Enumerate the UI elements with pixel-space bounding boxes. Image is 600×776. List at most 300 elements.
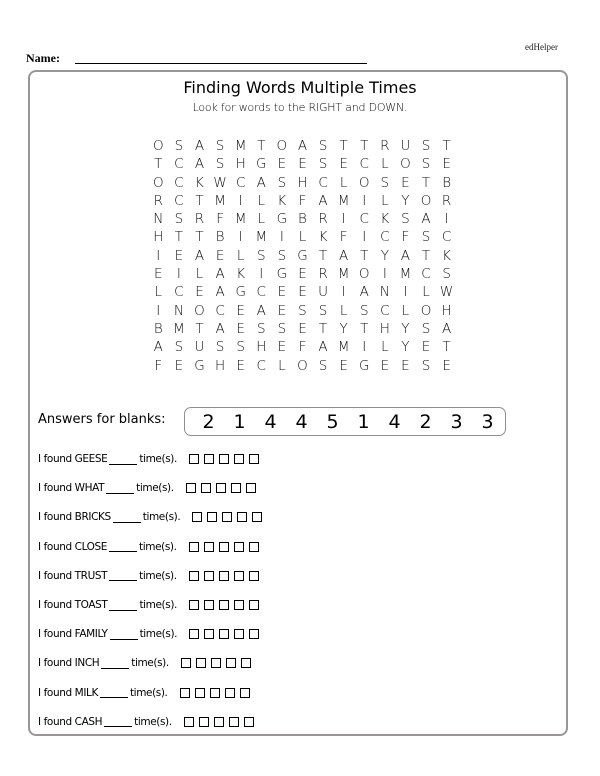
tally-checkbox[interactable] — [219, 629, 229, 639]
grid-letter[interactable]: C — [235, 174, 246, 191]
grid-letter[interactable]: E — [174, 357, 184, 374]
grid-letter[interactable]: T — [360, 247, 369, 264]
grid-letter[interactable]: O — [152, 174, 164, 191]
grid-letter[interactable]: A — [215, 266, 225, 283]
grid-letter[interactable]: H — [215, 357, 226, 374]
grid-letter[interactable]: E — [277, 339, 287, 356]
grid-letter[interactable]: C — [256, 284, 266, 301]
tally-checkbox[interactable] — [199, 717, 209, 727]
grid-letter[interactable]: L — [195, 266, 204, 283]
question-row — [38, 654, 251, 672]
question-prefix: I found WHAT — [38, 482, 105, 495]
grid-letter[interactable]: G — [194, 357, 205, 374]
grid-letter[interactable]: A — [441, 320, 452, 337]
grid-letter[interactable]: S — [442, 266, 451, 283]
question-prefix: I found CASH — [38, 715, 103, 728]
grid-letter[interactable]: C — [380, 302, 390, 319]
grid-letter[interactable]: G — [297, 247, 308, 264]
grid-letter[interactable]: G — [256, 156, 267, 173]
tally-checkbox[interactable] — [192, 512, 202, 522]
tally-checkbox[interactable] — [249, 542, 259, 552]
tally-checkbox[interactable] — [210, 688, 220, 698]
grid-letter[interactable]: H — [441, 302, 452, 319]
grid-letter[interactable]: S — [359, 302, 369, 319]
brand-label: edHelper — [525, 42, 558, 52]
tally-checkbox[interactable] — [234, 629, 244, 639]
grid-letter[interactable]: O — [420, 302, 432, 319]
grid-letter[interactable]: M — [337, 266, 350, 283]
grid-letter[interactable]: R — [441, 192, 452, 209]
grid-letter[interactable]: I — [341, 211, 346, 228]
tally-checkbox[interactable] — [246, 483, 256, 493]
tally-checkbox[interactable] — [180, 688, 190, 698]
grid-letter[interactable]: U — [400, 138, 411, 154]
grid-letter[interactable]: C — [359, 156, 369, 173]
tally-checkbox[interactable] — [234, 600, 244, 610]
grid-letter[interactable]: S — [215, 156, 225, 173]
tally-checkbox[interactable] — [181, 658, 191, 668]
tally-checkboxes — [181, 658, 251, 668]
grid-letter[interactable]: W — [213, 174, 227, 191]
name-label: Name: — [26, 51, 60, 65]
tally-checkbox[interactable] — [241, 658, 251, 668]
grid-letter[interactable]: E — [339, 357, 348, 374]
grid-letter[interactable]: G — [276, 266, 288, 283]
tally-checkbox[interactable] — [234, 542, 244, 552]
grid-letter[interactable]: S — [380, 174, 390, 191]
tally-checkbox[interactable] — [219, 571, 229, 581]
tally-checkbox[interactable] — [252, 512, 262, 522]
grid-letter[interactable]: S — [421, 229, 431, 246]
question-suffix: time(s). — [129, 686, 168, 699]
grid-letter[interactable]: K — [380, 211, 390, 228]
grid-letter[interactable]: L — [401, 302, 410, 319]
grid-letter[interactable]: T — [174, 229, 184, 246]
question-row — [38, 713, 254, 731]
question-row — [38, 684, 250, 702]
grid-letter[interactable]: N — [173, 302, 184, 319]
grid-letter[interactable]: T — [442, 339, 451, 356]
grid-letter[interactable]: T — [257, 138, 266, 154]
grid-letter[interactable]: U — [194, 339, 205, 356]
grid-letter[interactable]: M — [399, 266, 412, 283]
grid-letter[interactable]: S — [298, 302, 307, 319]
grid-letter[interactable]: H — [297, 174, 308, 191]
grid-letter[interactable]: T — [360, 320, 369, 337]
answer-digit: 3 — [481, 410, 494, 433]
tally-checkbox[interactable] — [186, 483, 196, 493]
grid-letter[interactable]: S — [401, 211, 410, 228]
grid-letter[interactable]: S — [421, 156, 431, 173]
grid-letter[interactable]: H — [379, 320, 390, 337]
tally-checkbox[interactable] — [219, 542, 229, 552]
grid-letter[interactable]: T — [195, 320, 204, 337]
grid-letter[interactable]: E — [421, 339, 431, 356]
tally-checkbox[interactable] — [249, 600, 259, 610]
grid-letter[interactable]: E — [298, 284, 307, 301]
grid-letter[interactable]: S — [421, 320, 431, 337]
grid-letter[interactable]: I — [238, 192, 243, 209]
grid-letter[interactable]: H — [235, 156, 246, 173]
grid-letter[interactable]: Y — [401, 320, 410, 337]
grid-letter[interactable]: E — [236, 357, 245, 374]
grid-letter[interactable]: R — [153, 192, 163, 209]
grid-letter[interactable]: C — [174, 156, 184, 173]
grid-letter[interactable]: L — [381, 192, 389, 209]
grid-letter[interactable]: E — [442, 357, 451, 374]
name-input-line[interactable] — [75, 63, 367, 64]
question-suffix: time(s). — [139, 599, 177, 611]
grid-letter[interactable]: E — [236, 320, 245, 337]
grid-letter[interactable]: B — [153, 320, 163, 337]
grid-row — [148, 210, 457, 228]
grid-letter[interactable]: Y — [339, 320, 348, 337]
grid-letter[interactable]: S — [421, 138, 431, 154]
grid-row — [148, 228, 457, 246]
tally-checkbox[interactable] — [249, 454, 259, 464]
grid-letter[interactable]: G — [359, 357, 370, 374]
grid-letter[interactable]: Y — [401, 339, 410, 356]
question-prefix: I found CLOSE — [38, 540, 108, 553]
tally-checkboxes — [186, 483, 256, 493]
grid-letter[interactable]: I — [362, 192, 367, 209]
grid-letter[interactable]: E — [277, 156, 287, 173]
tally-checkboxes — [189, 571, 259, 581]
grid-letter[interactable]: C — [174, 192, 184, 209]
grid-letter[interactable]: S — [277, 174, 287, 191]
grid-letter[interactable]: M — [255, 229, 268, 246]
tally-checkbox[interactable] — [211, 658, 221, 668]
grid-letter[interactable]: A — [215, 284, 225, 301]
grid-letter[interactable]: L — [236, 247, 245, 264]
tally-checkboxes — [180, 688, 250, 698]
grid-letter[interactable]: S — [277, 320, 287, 337]
grid-letter[interactable]: I — [176, 266, 181, 283]
grid-letter[interactable]: A — [194, 247, 205, 264]
grid-letter[interactable]: E — [174, 247, 184, 264]
grid-letter[interactable]: T — [195, 229, 204, 246]
grid-letter[interactable]: S — [236, 339, 245, 356]
grid-letter[interactable]: L — [339, 302, 348, 319]
grid-letter[interactable]: T — [195, 192, 204, 209]
grid-letter[interactable]: I — [238, 229, 243, 246]
grid-letter[interactable]: E — [154, 266, 163, 283]
tally-checkboxes — [192, 512, 262, 522]
answer-digit: 4 — [388, 410, 401, 433]
grid-letter[interactable]: L — [339, 174, 348, 191]
grid-letter[interactable]: B — [442, 174, 452, 191]
grid-letter[interactable]: F — [154, 357, 163, 374]
grid-letter[interactable]: S — [215, 138, 225, 154]
answer-blank[interactable] — [113, 512, 141, 523]
grid-letter[interactable]: C — [318, 174, 328, 191]
grid-letter[interactable]: R — [380, 138, 390, 154]
answer-blank[interactable] — [100, 687, 128, 698]
grid-letter[interactable]: L — [298, 229, 307, 246]
answer-blank[interactable] — [101, 658, 129, 669]
tally-checkbox[interactable] — [214, 717, 224, 727]
tally-checkbox[interactable] — [219, 454, 229, 464]
grid-letter[interactable]: B — [215, 229, 225, 246]
tally-checkbox[interactable] — [204, 542, 214, 552]
question-prefix: I found FAMILY — [38, 628, 108, 641]
grid-letter[interactable]: Y — [401, 192, 410, 209]
grid-row — [148, 338, 457, 356]
tally-checkbox[interactable] — [222, 512, 232, 522]
answer-digit: 3 — [450, 410, 463, 433]
grid-letter[interactable]: S — [318, 138, 328, 154]
grid-letter[interactable]: L — [381, 156, 389, 173]
grid-letter[interactable]: E — [215, 247, 225, 264]
question-row — [38, 538, 259, 556]
grid-letter[interactable]: G — [235, 284, 246, 301]
answers-label: Answers for blanks: — [38, 412, 166, 427]
grid-letter[interactable]: R — [318, 266, 328, 283]
grid-letter[interactable]: T — [318, 247, 328, 264]
tally-checkbox[interactable] — [240, 688, 250, 698]
grid-letter[interactable]: E — [195, 284, 204, 301]
tally-checkbox[interactable] — [204, 454, 214, 464]
grid-letter[interactable]: I — [259, 266, 264, 283]
grid-row — [148, 265, 457, 283]
answer-blank[interactable] — [109, 541, 137, 552]
tally-checkbox[interactable] — [249, 629, 259, 639]
grid-letter[interactable]: S — [318, 302, 328, 319]
grid-letter[interactable]: S — [318, 156, 328, 173]
grid-letter[interactable]: H — [153, 229, 164, 246]
grid-letter[interactable]: L — [154, 284, 163, 301]
grid-letter[interactable]: I — [362, 229, 367, 246]
grid-letter[interactable]: Y — [380, 247, 389, 264]
grid-letter[interactable]: E — [277, 284, 287, 301]
answer-digit: 1 — [357, 410, 370, 433]
grid-letter[interactable]: M — [337, 192, 350, 209]
grid-letter[interactable]: O — [297, 357, 308, 374]
answer-blank[interactable] — [109, 600, 137, 611]
tally-checkbox[interactable] — [204, 571, 214, 581]
grid-letter[interactable]: M — [234, 211, 247, 228]
answer-blank[interactable] — [109, 454, 137, 465]
answer-blank[interactable] — [110, 629, 138, 640]
grid-letter[interactable]: C — [174, 174, 184, 191]
answer-blank[interactable] — [109, 570, 137, 581]
grid-letter[interactable]: L — [381, 339, 389, 356]
grid-letter[interactable]: A — [256, 302, 266, 319]
grid-letter[interactable]: M — [214, 192, 226, 209]
tally-checkbox[interactable] — [189, 542, 199, 552]
grid-letter[interactable]: L — [257, 192, 266, 209]
grid-letter[interactable]: F — [339, 229, 348, 246]
grid-letter[interactable]: C — [380, 229, 390, 246]
tally-checkbox[interactable] — [244, 717, 254, 727]
tally-checkbox[interactable] — [216, 483, 226, 493]
grid-letter[interactable]: T — [421, 174, 431, 191]
grid-letter[interactable]: A — [194, 156, 205, 173]
tally-checkbox[interactable] — [189, 629, 199, 639]
grid-letter[interactable]: T — [421, 247, 431, 264]
grid-letter[interactable]: I — [444, 211, 449, 228]
grid-letter[interactable]: F — [298, 192, 307, 209]
grid-letter[interactable]: M — [234, 138, 247, 154]
tally-checkboxes — [184, 717, 254, 727]
grid-letter[interactable]: K — [318, 229, 328, 246]
grid-letter[interactable]: A — [297, 138, 308, 154]
grid-letter[interactable]: E — [277, 302, 287, 319]
grid-letter[interactable]: A — [421, 211, 431, 228]
grid-letter[interactable]: C — [359, 211, 369, 228]
grid-letter[interactable]: I — [156, 247, 161, 264]
tally-checkbox[interactable] — [237, 512, 247, 522]
answers-box — [184, 407, 506, 436]
grid-letter[interactable]: A — [339, 247, 349, 264]
grid-letter[interactable]: O — [420, 192, 432, 209]
grid-letter[interactable]: W — [439, 284, 454, 301]
grid-letter[interactable]: K — [195, 174, 204, 191]
grid-letter[interactable]: S — [421, 357, 431, 374]
tally-checkbox[interactable] — [226, 658, 236, 668]
grid-letter[interactable]: O — [358, 174, 370, 191]
answer-blank[interactable] — [104, 716, 132, 727]
grid-letter[interactable]: A — [215, 320, 225, 337]
grid-letter[interactable]: A — [318, 192, 328, 209]
grid-letter[interactable]: K — [236, 266, 246, 283]
grid-letter[interactable]: A — [400, 247, 411, 264]
grid-letter[interactable]: F — [216, 211, 224, 228]
grid-letter[interactable]: T — [442, 138, 451, 154]
grid-letter[interactable]: K — [277, 192, 287, 209]
question-prefix: I found BRICKS — [38, 511, 111, 524]
tally-checkbox[interactable] — [189, 600, 199, 610]
tally-checkbox[interactable] — [189, 454, 199, 464]
grid-letter[interactable]: O — [276, 138, 288, 154]
grid-letter[interactable]: R — [194, 211, 205, 228]
grid-letter[interactable]: O — [400, 156, 411, 173]
grid-row — [148, 174, 457, 192]
grid-letter[interactable]: R — [318, 211, 328, 228]
tally-checkbox[interactable] — [207, 512, 217, 522]
tally-checkbox[interactable] — [234, 571, 244, 581]
grid-letter[interactable]: E — [380, 357, 390, 374]
grid-letter[interactable]: I — [341, 284, 346, 301]
tally-checkbox[interactable] — [219, 600, 229, 610]
worksheet-title: Finding Words Multiple Times — [183, 78, 417, 97]
grid-letter[interactable]: S — [174, 211, 184, 228]
question-suffix: time(s). — [139, 628, 178, 641]
grid-letter[interactable]: C — [256, 357, 266, 374]
question-row — [38, 596, 259, 614]
grid-letter[interactable]: E — [401, 174, 410, 191]
grid-letter[interactable]: S — [215, 339, 225, 356]
tally-checkbox[interactable] — [201, 483, 211, 493]
grid-letter[interactable]: M — [173, 320, 185, 337]
tally-checkbox[interactable] — [231, 483, 241, 493]
question-prefix: I found INCH — [38, 657, 100, 670]
grid-letter[interactable]: A — [256, 174, 266, 191]
tally-checkbox[interactable] — [184, 717, 194, 727]
tally-checkbox[interactable] — [189, 571, 199, 581]
grid-letter[interactable]: U — [318, 284, 328, 301]
tally-checkbox[interactable] — [229, 717, 239, 727]
grid-letter[interactable]: S — [174, 339, 184, 356]
grid-letter[interactable]: L — [422, 284, 430, 301]
grid-letter[interactable]: I — [362, 339, 367, 356]
grid-letter[interactable]: E — [339, 156, 348, 173]
grid-letter[interactable]: C — [421, 266, 431, 283]
question-row — [38, 479, 256, 497]
grid-letter[interactable]: I — [156, 302, 161, 319]
grid-letter[interactable]: E — [442, 156, 451, 173]
tally-checkbox[interactable] — [195, 688, 205, 698]
tally-checkbox[interactable] — [204, 600, 214, 610]
tally-checkbox[interactable] — [204, 629, 214, 639]
grid-letter[interactable]: E — [298, 156, 307, 173]
question-prefix: I found TRUST — [38, 569, 108, 582]
grid-letter[interactable]: C — [174, 284, 184, 301]
grid-letter[interactable]: I — [403, 284, 408, 301]
tally-checkbox[interactable] — [249, 571, 259, 581]
question-row — [38, 450, 259, 468]
grid-letter[interactable]: F — [298, 339, 307, 356]
grid-letter[interactable]: A — [359, 284, 369, 301]
grid-letter[interactable]: I — [382, 266, 387, 283]
question-prefix: I found MILK — [38, 686, 98, 699]
question-row — [38, 625, 259, 643]
grid-letter[interactable]: B — [298, 211, 307, 228]
grid-letter[interactable]: E — [236, 302, 245, 319]
grid-letter[interactable]: I — [279, 229, 284, 246]
grid-letter[interactable]: N — [153, 211, 164, 228]
grid-letter[interactable]: O — [152, 138, 164, 154]
grid-letter[interactable]: T — [318, 320, 328, 337]
grid-letter[interactable]: O — [194, 302, 205, 319]
question-suffix: time(s). — [134, 715, 172, 728]
grid-letter[interactable]: T — [154, 156, 163, 173]
word-search-grid — [148, 137, 457, 375]
grid-letter[interactable]: A — [318, 339, 328, 356]
grid-letter[interactable]: S — [256, 320, 266, 337]
grid-letter[interactable]: L — [278, 357, 286, 374]
grid-letter[interactable]: E — [401, 357, 410, 374]
tally-checkbox[interactable] — [234, 454, 244, 464]
grid-letter[interactable]: S — [318, 357, 328, 374]
grid-letter[interactable]: C — [441, 229, 452, 246]
grid-letter[interactable]: C — [215, 302, 225, 319]
grid-letter[interactable]: E — [298, 266, 307, 283]
grid-letter[interactable]: A — [153, 339, 163, 356]
grid-letter[interactable]: N — [379, 284, 390, 301]
answer-blank[interactable] — [106, 483, 134, 494]
grid-letter[interactable]: T — [360, 138, 369, 154]
grid-letter[interactable]: T — [339, 138, 348, 154]
answer-digit: 5 — [326, 410, 339, 433]
grid-letter[interactable]: O — [358, 266, 370, 283]
grid-letter[interactable]: L — [257, 211, 266, 228]
grid-letter[interactable]: H — [256, 339, 267, 356]
grid-letter[interactable]: F — [401, 229, 410, 246]
grid-letter[interactable]: M — [337, 339, 350, 356]
question-row — [38, 567, 259, 585]
grid-letter[interactable]: E — [298, 320, 307, 337]
grid-letter[interactable]: S — [174, 138, 184, 154]
grid-letter[interactable]: S — [256, 247, 266, 264]
grid-letter[interactable]: G — [276, 211, 288, 228]
grid-letter[interactable]: K — [442, 247, 452, 264]
tally-checkbox[interactable] — [225, 688, 235, 698]
grid-letter[interactable]: A — [194, 138, 205, 154]
grid-letter[interactable]: S — [277, 247, 287, 264]
question-suffix: time(s). — [136, 482, 174, 495]
tally-checkbox[interactable] — [196, 658, 206, 668]
